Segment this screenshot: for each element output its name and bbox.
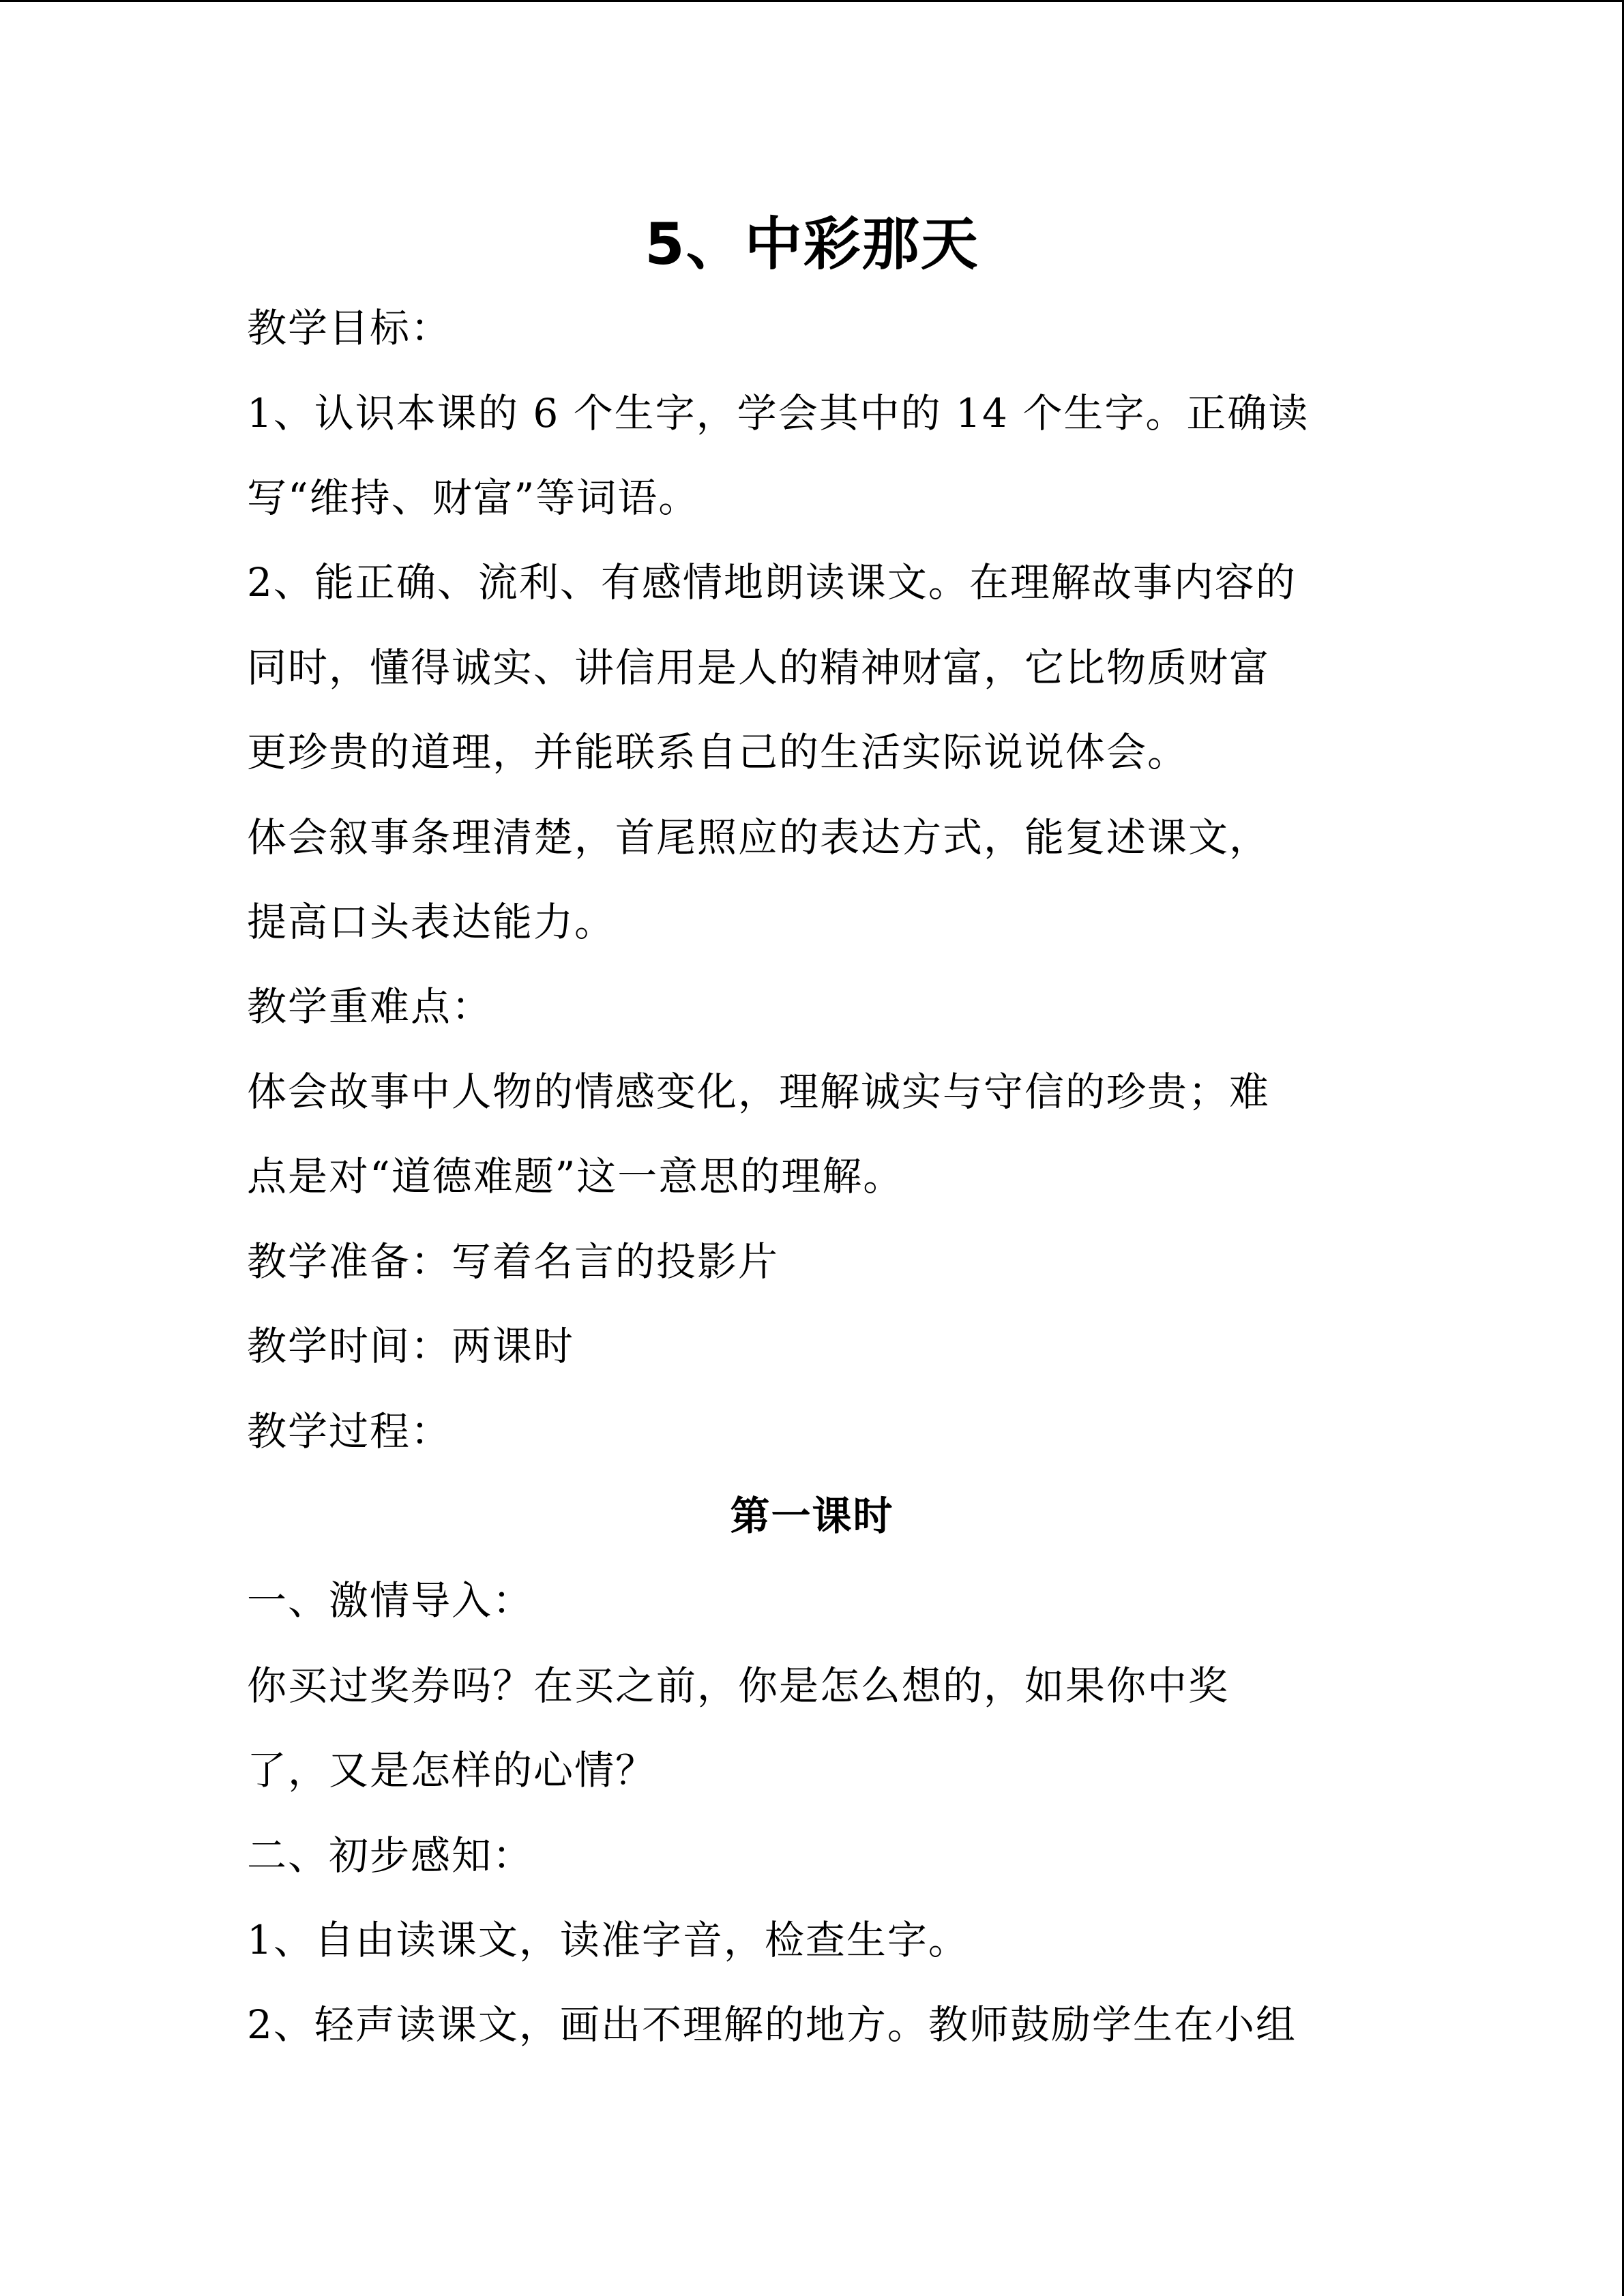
text-line: 教学重难点： (247, 983, 493, 1030)
text-line: 体会叙事条理清楚，首尾照应的表达方式，能复述课文， (247, 814, 1271, 861)
text-line: 一、激情导入： (247, 1577, 534, 1624)
text-line: 提高口头表达能力。 (247, 899, 616, 945)
text-line: 教学时间：两课时 (247, 1323, 575, 1369)
text-line: 1、自由读课文，读准字音，检查生字。 (247, 1917, 969, 1963)
text-line: 2、能正确、流利、有感情地朗读课文。在理解故事内容的 (247, 559, 1297, 606)
text-line: 二、初步感知： (247, 1832, 534, 1879)
text-line: 更珍贵的道理，并能联系自己的生活实际说说体会。 (247, 729, 1189, 775)
text-line: 教学目标： (247, 305, 452, 351)
document-title: 5、中彩那天 (645, 211, 979, 278)
text-line: 教学过程： (247, 1408, 452, 1455)
text-line: 点是对“道德难题”这一意思的理解。 (247, 1153, 904, 1199)
text-line: 写“维持、财富”等词语。 (247, 475, 700, 521)
text-line: 同时，懂得诚实、讲信用是人的精神财富，它比物质财富 (247, 644, 1271, 691)
text-line: 教学准备：写着名言的投影片 (247, 1238, 780, 1285)
text-line: 体会故事中人物的情感变化，理解诚实与守信的珍贵；难 (247, 1069, 1271, 1115)
text-line: 1、认识本课的 6 个生字，学会其中的 14 个生字。正确读 (247, 390, 1310, 436)
text-line: 你买过奖券吗？在买之前，你是怎么想的，如果你中奖 (247, 1663, 1230, 1709)
text-line: 2、轻声读课文，画出不理解的地方。教师鼓励学生在小组 (247, 2001, 1297, 2048)
text-line: 了，又是怎样的心情？ (247, 1747, 657, 1793)
section-heading: 第一课时 (730, 1493, 894, 1539)
